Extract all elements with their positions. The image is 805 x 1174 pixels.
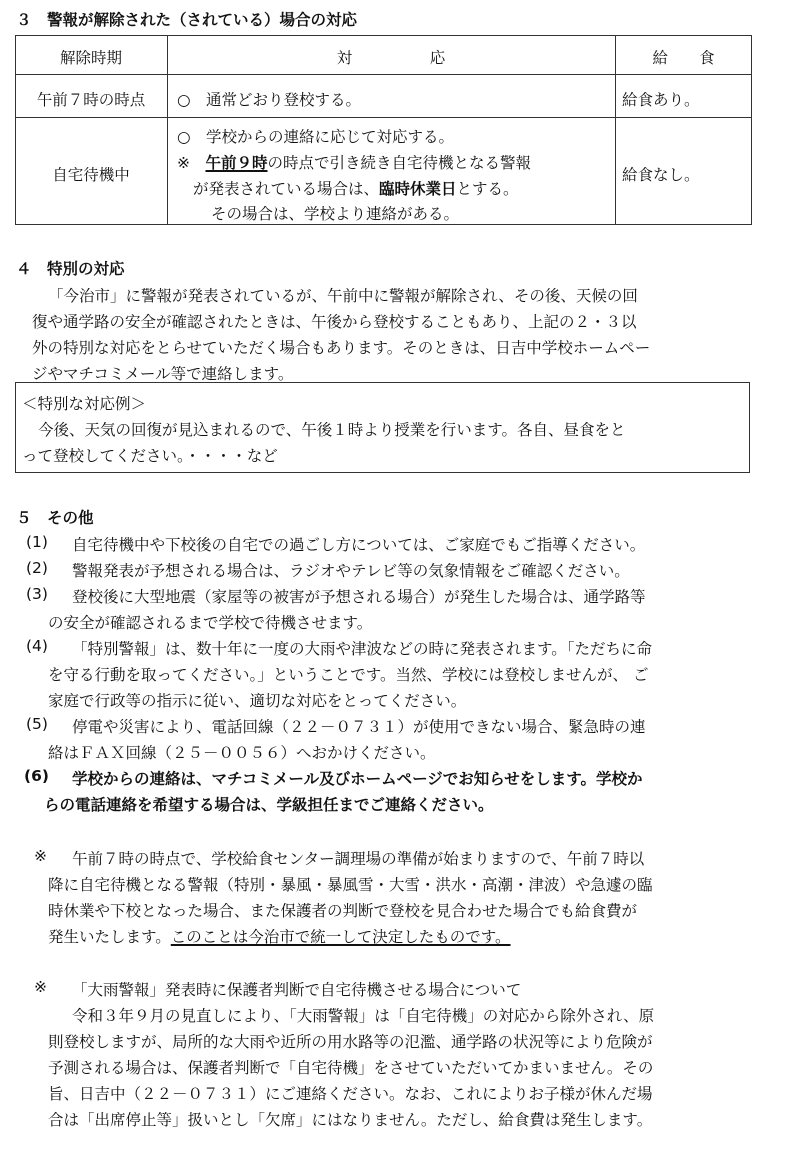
paragraph-line: 外の特別な対応をとらせていただく場合もあります。そのときは、日吉中学校ホームペー — [32, 339, 651, 357]
row2-line1: ○ 学校からの連絡に応じて対応する。 — [177, 128, 455, 146]
row1-response: ○ 通常どおり登校する。 — [177, 91, 362, 109]
row2-line3: が発表されている場合は、臨時休業日とする。 — [193, 180, 519, 198]
item-number: (1) — [26, 533, 48, 551]
row2-time: 自宅待機中 — [52, 166, 130, 184]
example-line: 今後、天気の回復が見込まれるので、午後１時より授業を行います。各自、昼食をと — [38, 421, 626, 439]
paragraph-line: 復や通学路の安全が確認されたときは、午後から登校することもあり、上記の２・３以 — [32, 313, 637, 331]
note2-line: 予測される場合は、保護者判断で「自宅待機」をさせていただいてかまいません。その — [48, 1059, 654, 1077]
note2-line: 旨、日吉中（２２－０７３１）にご連絡ください。なお、これによりお子様が休んだ場 — [48, 1085, 653, 1103]
item-line: 登校後に大型地震（家屋等の被害が予想される場合）が発生した場合は、通学路等 — [72, 588, 646, 606]
header-lunch: 給 食 — [652, 49, 715, 67]
item-number: (4) — [26, 637, 48, 655]
item-number: (3) — [26, 585, 48, 603]
item-line: の安全が確認されるまで学校で待機させます。 — [48, 614, 373, 632]
note1-line: 午前７時の時点で、学校給食センター調理場の準備が始まりますので、午前７時以 — [72, 850, 645, 868]
note1-line: 時休業や下校となった場合、また保護者の判断で登校を見合わせた場合でも給食費が — [48, 902, 638, 920]
note2-mark: ※ — [34, 978, 47, 996]
note2-line: 則登校しますが、局所的な大雨や近所の用水路等の氾濫、通学路の状況等により危険が — [48, 1033, 653, 1051]
note1-line: 降に自宅待機となる警報（特別・暴風・暴風雪・大雪・洪水・高潮・津波）や急遽の臨 — [48, 876, 653, 894]
note2-line: 令和３年９月の見直しにより、「大雨警報」は「自宅待機」の対応から除外され、原 — [72, 1007, 655, 1025]
row2-line4: その場合は、学校より連絡がある。 — [211, 205, 460, 223]
item-line: 停電や災害により、電話回線（２２－０７３１）が使用できない場合、緊急時の連 — [72, 718, 646, 736]
item-line: 家庭で行政等の指示に従い、適切な対応をとってください。 — [48, 692, 467, 710]
paragraph-line: 「今治市」に警報が発表されているが、午前中に警報が解除され、その後、天候の回 — [48, 287, 638, 305]
note2-title: 「大雨警報」発表時に保護者判断で自宅待機させる場合について — [72, 981, 522, 999]
header-response: 対 応 — [336, 49, 446, 67]
row2-line2: ※ 午前９時の時点で引き続き自宅待機となる警報 — [177, 154, 532, 172]
note1-underlined-statement: このことは今治市で統一して決定したものです。 — [170, 928, 511, 946]
item-number: (6) — [24, 767, 49, 785]
header-time: 解除時期 — [59, 49, 122, 67]
item-number: (2) — [26, 559, 48, 577]
item-line: 自宅待機中や下校後の自宅での過ごし方については、ご家庭でもご指導ください。 — [72, 536, 646, 554]
row2-time-emphasis: 午前９時 — [205, 154, 268, 172]
example-line: って登校してください。・・・・など — [22, 447, 278, 465]
section3-heading: ３ 警報が解除された（されている）場合の対応 — [16, 11, 358, 29]
item-line: 「特別警報」は、数十年に一度の大雨や津波などの時に発表されます。「ただちに命 — [72, 640, 653, 658]
row2-holiday-emphasis: 臨時休業日 — [379, 180, 457, 198]
row1-lunch: 給食あり。 — [622, 91, 700, 109]
note1-mark: ※ — [34, 847, 47, 865]
note2-line: 合は「出席停止等」扱いとし「欠席」にはなりません。ただし、給食費は発生します。 — [48, 1111, 653, 1129]
item-line: を守る行動を取ってください。」ということです。当然、学校には登校しませんが、 ご — [48, 666, 649, 684]
example-title: ＜特別な対応例＞ — [22, 395, 147, 413]
section5-heading: ５ その他 — [16, 509, 94, 527]
item-line-bold: らの電話連絡を希望する場合は、学級担任までご連絡ください。 — [44, 796, 494, 814]
section4-heading: ４ 特別の対応 — [16, 260, 125, 278]
item-number: (5) — [26, 715, 48, 733]
item-line: 警報発表が予想される場合は、ラジオやテレビ等の気象情報をご確認ください。 — [72, 562, 630, 580]
item-line-bold: 学校からの連絡は、マチコミメール及びホームページでお知らせをします。学校か — [72, 770, 643, 788]
note1-line-last: 発生いたします。このことは今治市で統一して決定したものです。 — [48, 928, 511, 946]
row1-time: 午前７時の時点 — [36, 91, 146, 109]
row2-lunch: 給食なし。 — [622, 166, 700, 184]
paragraph-line: ジやマチコミメール等で連絡します。 — [32, 365, 294, 383]
item-line: 絡はＦＡＸ回線（２５－００５６）へおかけください。 — [48, 744, 436, 762]
